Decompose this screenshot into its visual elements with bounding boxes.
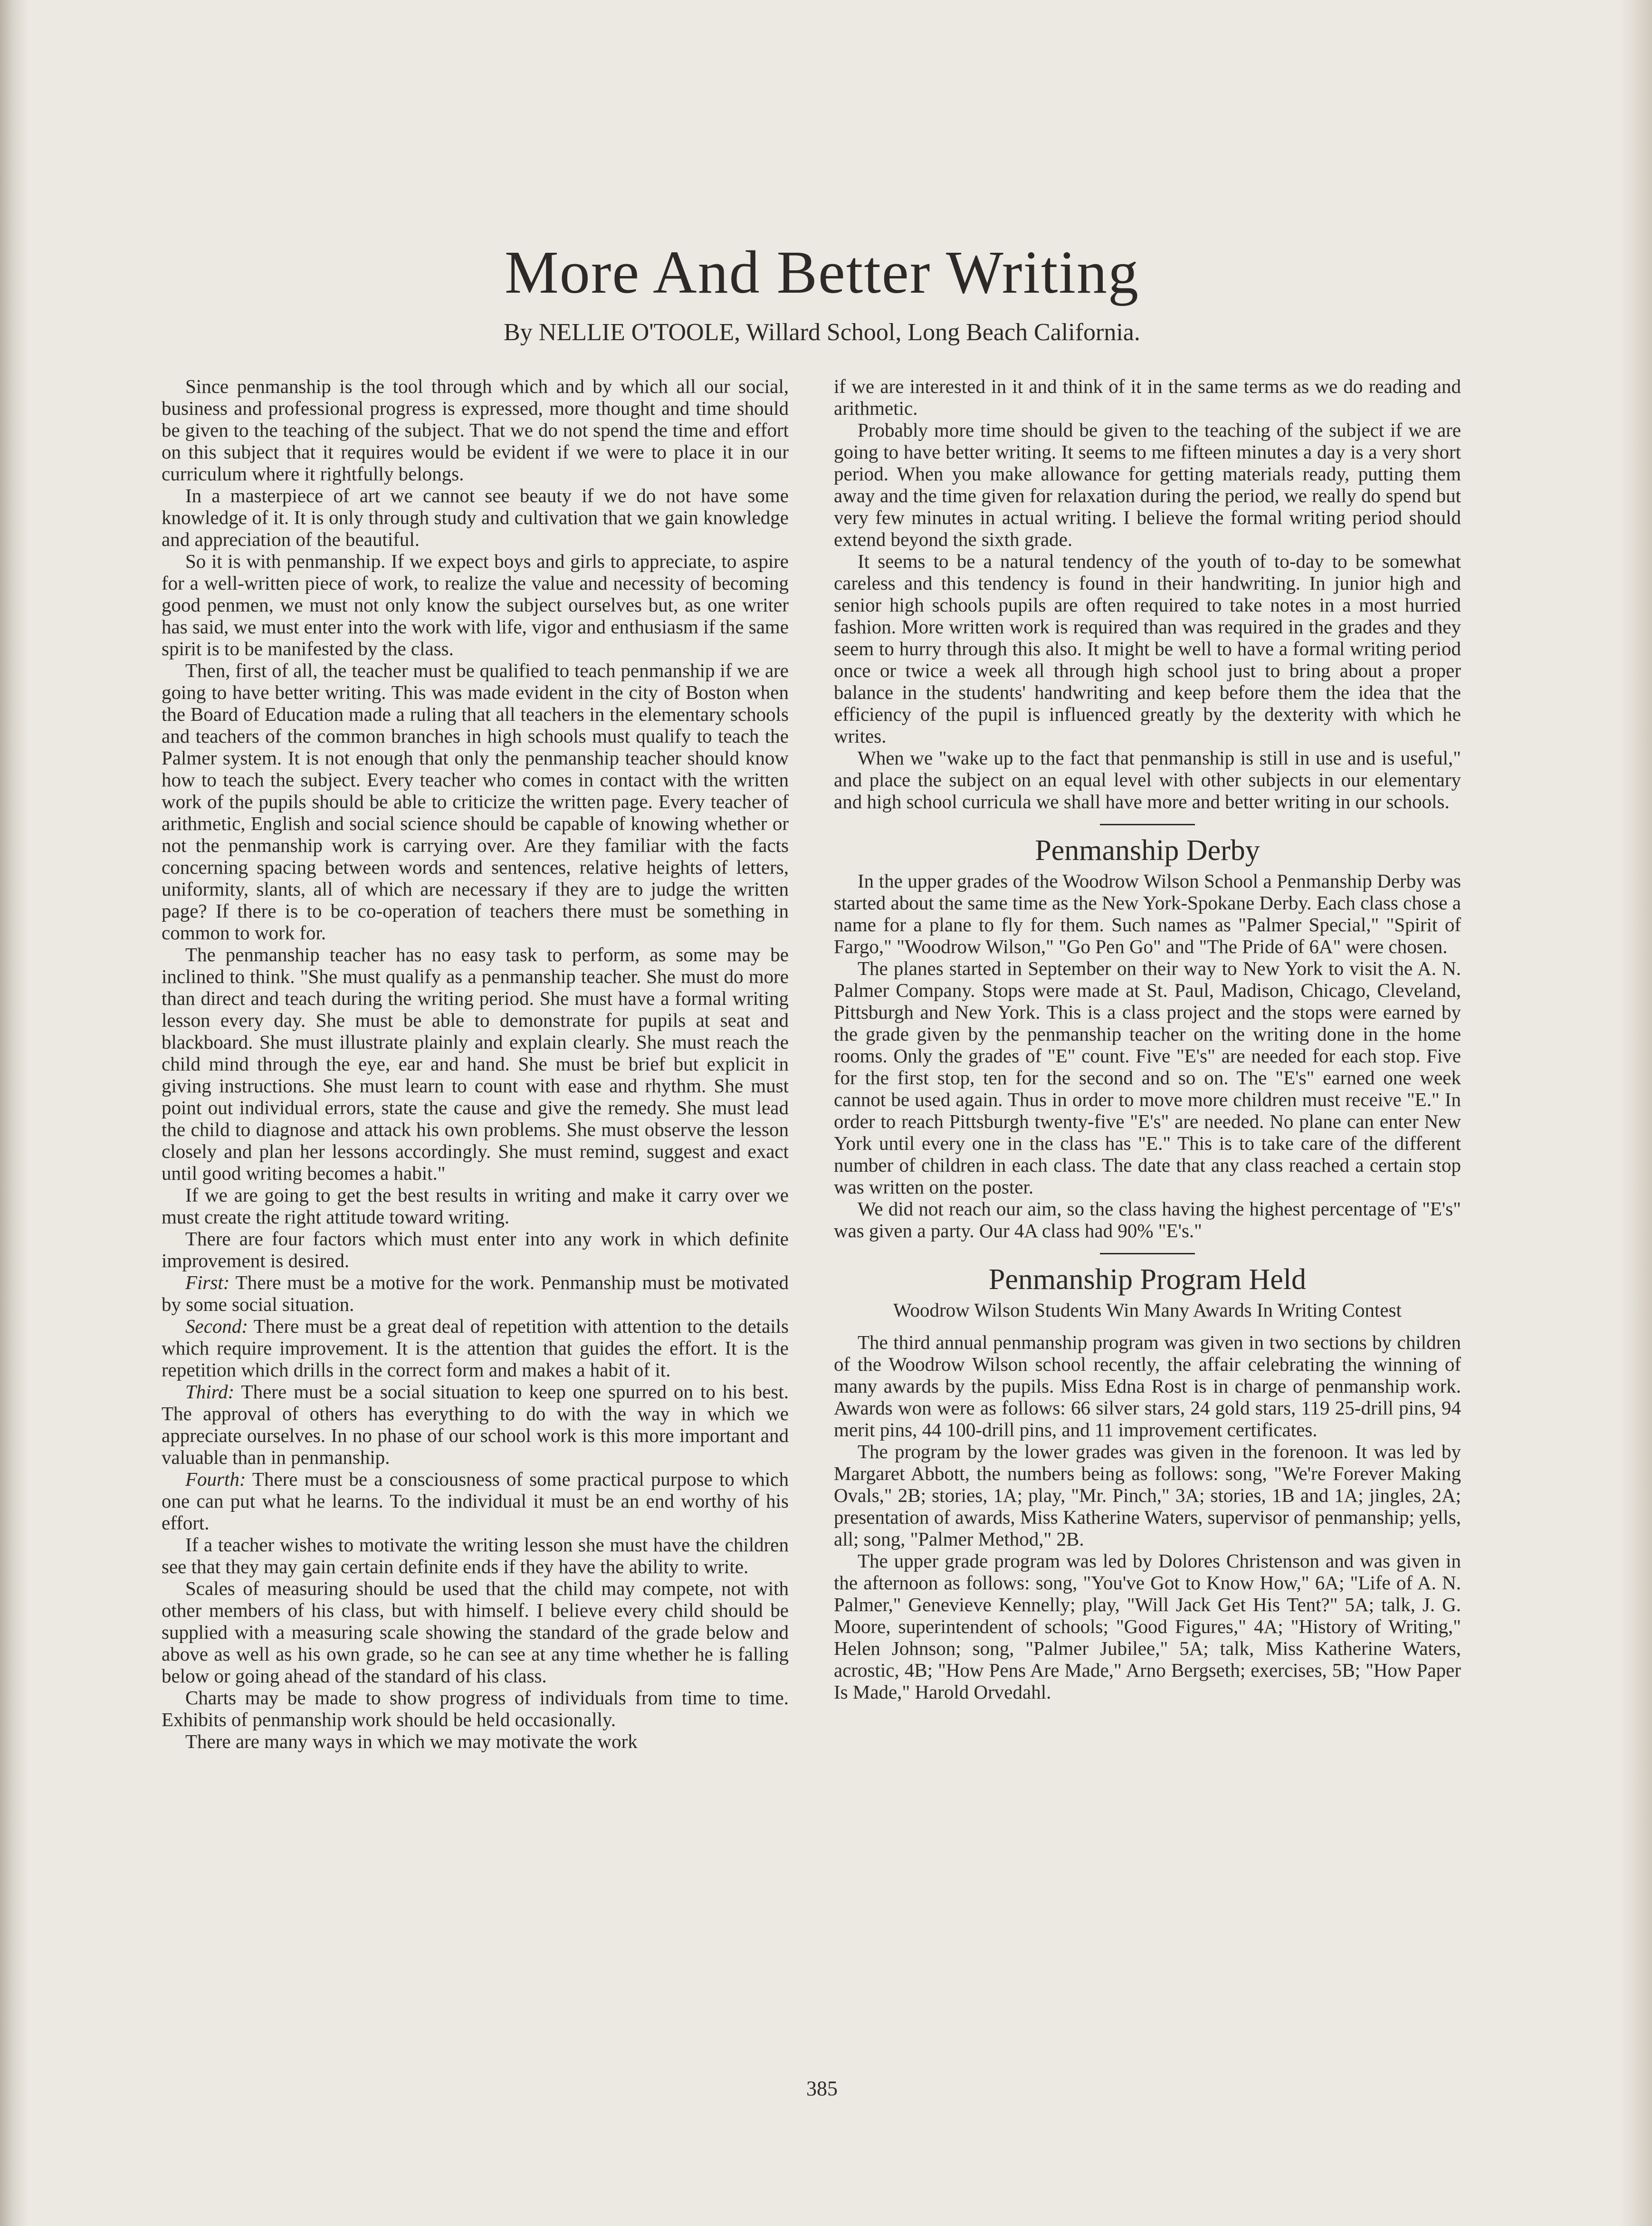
article-paragraph: Charts may be made to show progress of individuals from time to time. Exhibits of penmanship work should be held occasionally. [162,1687,789,1730]
factor-label: First: [185,1271,230,1293]
article-paragraph: If a teacher wishes to motivate the writing lesson she must have the children see that they may gain certain definite ends if they have the ability to write. [162,1534,789,1577]
factor-label: Fourth: [185,1468,246,1490]
derby-paragraph: The planes started in September on their way to New York to visit the A. N. Palmer Company. Stops were made at St. Paul, Madison, Chicago, Cleveland, Pittsburgh and New York. This is a class project and the stops were earned by the grade given by the penmanship teacher on the writing done in the home rooms. Only the grades of "E" count. Five "E's" are needed for each stop. Five for the first stop, ten for the second and so on. The "E's" earned one week cannot be used again. Thus in order to move more children must receive "E." In order to reach Pittsburgh twenty-five "E's" are needed. No plane can enter New York until every one in the class has "E." This is to take care of the different number of children in each class. The date that any class reached a certain stop was written on the poster. [834,957,1461,1198]
factor-text: There must be a motive for the work. Penmanship must be motivated by some social situation. [162,1271,789,1315]
program-paragraph: The upper grade program was led by Dolores Christenson and was given in the afternoon as follows: song, "You've Got to Know How," 6A; "Life of A. N. Palmer," Genevieve Kennelly; play, "Will Jack Get His Tent?" 5A; talk, J. G. Moore, superintendent of schools; "Good Figures," 4A; "History of Writing," Helen Johnson; song, "Palmer Jubilee," 5A; talk, Miss Katherine Waters, acrostic, 4B; "How Pens Are Made," Arno Bergseth; exercises, 5B; "How Paper Is Made," Harold Orvedahl. [834,1550,1461,1703]
binding-shadow [0,0,29,2226]
factor-paragraph [162,1381,789,1468]
program-section-title: Penmanship Program Held [988,1263,1307,1296]
article-paragraph: When we "wake up to the fact that penmanship is still in use and is useful," and place the subject on an equal level with other subjects in our elementary and high school curricula we shall have more and better writing in our schools. [834,747,1461,812]
factor-label: Third: [185,1381,235,1403]
factor-label: Second: [185,1315,248,1337]
article-paragraph: There are many ways in which we may motivate the work [185,1730,638,1752]
article-paragraph: So it is with penmanship. If we expect boys and girls to appreciate, to aspire for a well-written piece of work, to realize the value and necessity of becoming good penmen, we must not only know the subject ourselves but, as one writer has said, we must enter into the work with life, vigor and enthusiasm if the same spirit is to be manifested by the class. [162,550,789,659]
factor-text: There must be a great deal of repetition with attention to the details which require improvement. It is the attention that guides the effort. It is the repetition which drills in the correct form and makes a habit of it. [162,1315,789,1381]
section-divider [1100,824,1195,825]
article-paragraph: If we are going to get the best results in writing and make it carry over we must create the right attitude toward writing. [162,1184,789,1228]
factor-paragraph [162,1315,789,1381]
factor-text: There must be a consciousness of some practical purpose to which one can put what he learns. To the individual it must be an end worthy of his effort. [162,1468,789,1534]
factor-text: There must be a social situation to keep one spurred on to his best. The approval of others has everything to do with the way in which we appreciate ourselves. In no phase of our school work is this more important and valuable than in penmanship. [162,1381,789,1468]
article-paragraph: It seems to be a natural tendency of the youth of to-day to be somewhat careless and this tendency is found in their handwriting. In junior high and senior high schools pupils are often required to take notes in a most hurried fashion. More written work is required than was required in the grades and they seem to hurry through this also. It might be well to have a formal writing period once or twice a week all through high school just to bring about a proper balance in the students' handwriting and keep before them the idea that the efficiency of the pupil is influenced greatly by the dexterity with which he writes. [834,550,1461,747]
article-title: More And Better Writing [504,239,1140,306]
program-paragraph: The program by the lower grades was given in the forenoon. It was led by Margaret Abbott, the numbers being as follows: song, "We're Forever Making Ovals," 2B; stories, 1A; play, "Mr. Pinch," 3A; stories, 1B and 1A; jingles, 2A; presentation of awards, Miss Katherine Waters, supervisor of penmanship; yells, all; song, "Palmer Method," 2B. [834,1441,1461,1550]
article-paragraph: Since penmanship is the tool through which and by which all our social, business and professional progress is expressed, more thought and time should be given to the teaching of the subject. That we do not spend the time and effort on this subject that it requires would be evident if we were to place it in our curriculum where it rightfully belongs. [162,375,789,485]
derby-paragraph: In the upper grades of the Woodrow Wilson School a Penmanship Derby was started about the same time as the New York-Spokane Derby. Each class chose a name for a plane to fly for them. Such names as "Palmer Special," "Spirit of Fargo," "Woodrow Wilson," "Go Pen Go" and "The Pride of 6A" were chosen. [834,870,1461,957]
article-paragraph: The penmanship teacher has no easy task to perform, as some may be inclined to think. "She must qualify as a penmanship teacher. She must do more than direct and teach during the writing period. She must have a formal writing lesson every day. She must be able to demonstrate for pupils at seat and blackboard. She must illustrate plainly and explain clearly. She must reach the child mind through the eye, ear and hand. She must be brief but explicit in giving instructions. She must learn to count with ease and rhythm. She must point out individual errors, state the cause and give the remedy. She must lead the child to diagnose and attack his own problems. She must observe the lesson closely and plan her lessons accordingly. She must remind, suggest and exact until good writing becomes a habit." [162,944,789,1184]
program-subtitle: Woodrow Wilson Students Win Many Awards In Writing Contest [893,1299,1402,1321]
article-paragraph: Scales of measuring should be used that the child may compete, not with other members of his class, but with himself. I believe every child should be supplied with a measuring scale showing the standard of the grade below and above as well as his own grade, so he can see at any time whether he is falling below or going ahead of the standard of his class. [162,1577,789,1687]
derby-section-title: Penmanship Derby [1035,834,1260,867]
program-paragraph: The third annual penmanship program was given in two sections by children of the Woodrow Wilson school recently, the affair celebrating the winning of many awards by the pupils. Miss Edna Rost is in charge of penmanship work. Awards won were as follows: 66 silver stars, 24 gold stars, 119 25-drill pins, 94 merit pins, 44 100-drill pins, and 11 improvement certificates. [834,1331,1461,1441]
article-paragraph: if we are interested in it and think of it in the same terms as we do reading and arithmetic. [834,375,1461,419]
factor-paragraph [162,1468,789,1534]
left-column [162,375,789,1752]
article-paragraph: In a masterpiece of art we cannot see beauty if we do not have some knowledge of it. It is only through study and cultivation that we gain knowledge and appreciation of the beautiful. [162,485,789,550]
article-paragraph: There are four factors which must enter into any work in which definite improvement is desired. [162,1228,789,1271]
article-paragraph: Probably more time should be given to the teaching of the subject if we are going to have better writing. It seems to me fifteen minutes a day is a very short period. When you make allowance for getting materials ready, putting them away and the time given for relaxation during the period, we really do spend but very few minutes in actual writing. I believe the formal writing period should extend beyond the sixth grade. [834,419,1461,550]
magazine-page [38,0,1606,2226]
page-number: 385 [806,2077,838,2100]
factor-paragraph [162,1271,789,1315]
article-paragraph: Then, first of all, the teacher must be qualified to teach penmanship if we are going to have better writing. This was made evident in the city of Boston when the Board of Education made a ruling that all teachers in the elementary schools and teachers of the common branches in high schools must qualify to teach the Palmer system. It is not enough that only the penmanship teacher should know how to teach the subject. Every teacher who comes in contact with the written work of the pupils should be able to criticize the written page. Every teacher of arithmetic, English and social science should be capable of knowing whether or not the penmanship work is carrying over. Are they familiar with the facts concerning spacing between words and sentences, relative heights of letters, uniformity, slants, all of which are necessary if they are to judge the written page? If there is to be co-operation of teachers there must be something in common to work for. [162,659,789,944]
right-column [834,375,1461,1703]
article-byline: By NELLIE O'TOOLE, Willard School, Long Beach California. [504,319,1140,346]
derby-paragraph: We did not reach our aim, so the class having the highest percentage of "E's" was given a party. Our 4A class had 90% "E's." [834,1198,1461,1242]
page-edge [1619,0,1652,2226]
section-divider [1100,1253,1195,1254]
